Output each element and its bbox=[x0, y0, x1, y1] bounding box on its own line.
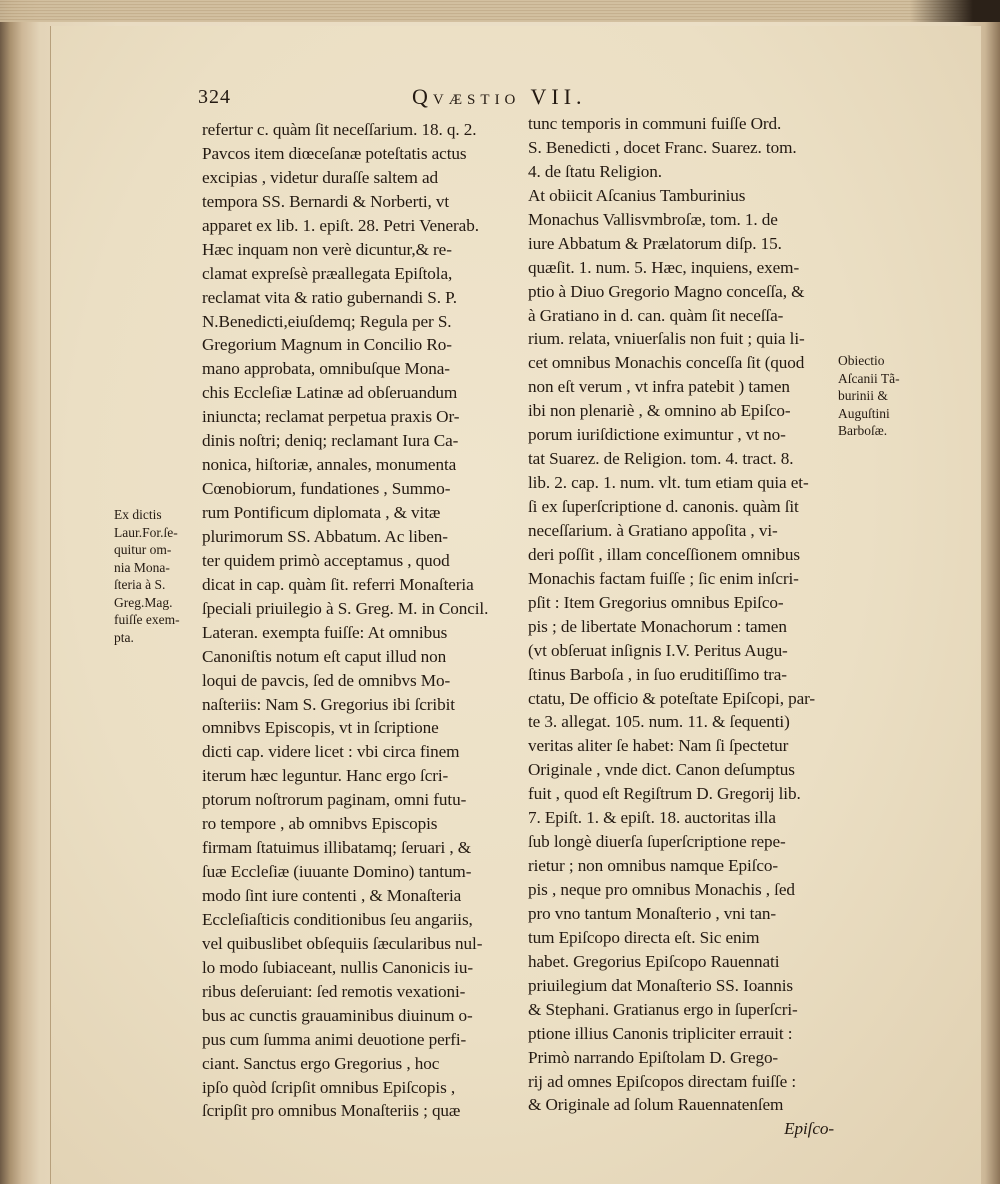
text-line: tum Epiſcopo directa eſt. Sic enim bbox=[528, 927, 760, 947]
text-line: & Stephani. Gratianus ergo in ſuperſcri- bbox=[528, 999, 798, 1019]
text-line: pis , neque pro omnibus Monachis , ſed bbox=[528, 880, 795, 899]
text-line: ſtinus Barboſa , in ſuo eruditiſſimo tra- bbox=[528, 664, 787, 684]
text-line: tat Suarez. de Religion. tom. 4. tract. 8. bbox=[528, 449, 794, 469]
text-line: ribus deſeruiant: ſed remotis vexationi- bbox=[202, 981, 466, 1001]
text-line: iterum hæc leguntur. Hanc ergo ſcri- bbox=[202, 766, 449, 786]
page-edges-top bbox=[0, 0, 1000, 22]
text-line: lib. 2. cap. 1. num. vlt. tum etiam quia et- bbox=[528, 473, 809, 493]
text-line: (vt obſeruat inſignis I.V. Peritus Augu- bbox=[528, 640, 788, 660]
text-line: Lateran. exempta fuiſſe: At omnibus bbox=[202, 622, 448, 642]
text-line: cet omnibus Monachis conceſſa ſit (quod bbox=[528, 353, 805, 373]
margin-note-line: nia Mona- bbox=[114, 559, 170, 575]
text-line: Canoniſtis notum eſt caput illud non bbox=[202, 646, 447, 666]
text-line: modo ſint iure contenti , & Monaſteria bbox=[202, 886, 462, 905]
text-line: apparet ex lib. 1. epiſt. 28. Petri Venerab. bbox=[202, 215, 479, 235]
text-line: mano approbata, omnibuſque Mona- bbox=[202, 359, 450, 379]
text-line: 4. de ſtatu Religion. bbox=[528, 161, 662, 181]
text-line: tempora SS. Bernardi & Norberti, vt bbox=[202, 191, 450, 211]
text-line: ciant. Sanctus ergo Gregorius , hoc bbox=[202, 1053, 440, 1073]
text-line: excipias , videtur duraſſe saltem ad bbox=[202, 167, 438, 187]
text-line: firmam ſtatuimus illibatamq; ſeruari , & bbox=[202, 838, 472, 858]
text-line: loqui de pavcis, ſed de omnibvs Mo- bbox=[202, 670, 451, 690]
margin-note-line: fuiſſe exem- bbox=[114, 612, 180, 627]
text-line: refertur c. quàm ſit neceſſarium. 18. q. 2. bbox=[202, 120, 477, 139]
text-line: pro vno tantum Monaſterio , vni tan- bbox=[528, 903, 776, 923]
text-line: At obiicit Aſcanius Tamburinius bbox=[528, 185, 746, 205]
text-line: habet. Gregorius Epiſcopo Rauennati bbox=[528, 951, 780, 971]
text-line: iniuncta; reclamat perpetua praxis Or- bbox=[202, 407, 460, 427]
text-line: rum Pontificum diplomata , & vitæ bbox=[202, 503, 441, 522]
text-line: te 3. allegat. 105. num. 11. & ſequenti) bbox=[528, 712, 790, 732]
text-line: reclamat vita & ratio gubernandi S. P. bbox=[202, 287, 457, 307]
text-line: fuit , quod eſt Regiſtrum D. Gregorij lib. bbox=[528, 784, 801, 804]
text-line: rium. relata, vniuerſalis non fuit ; quia li- bbox=[528, 329, 805, 349]
text-line: 7. Epiſt. 1. & epiſt. 18. auctoritas illa bbox=[528, 808, 776, 828]
text-line: ptione illius Canonis tripliciter errauit : bbox=[528, 1023, 793, 1043]
text-line: Gregorium Magnum in Concilio Ro- bbox=[202, 335, 452, 355]
catchword: Epiſco- bbox=[784, 1119, 834, 1139]
right-margin-note bbox=[838, 352, 924, 440]
margin-note-line: ſteria à S. bbox=[114, 577, 166, 592]
right-text-column bbox=[528, 112, 846, 1141]
text-line: neceſſarium. à Gratiano appoſita , vi- bbox=[528, 520, 778, 540]
text-line: naſteriis: Nam S. Gregorius ibi ſcribit bbox=[202, 694, 455, 714]
text-line: pis ; de libertate Monachorum : tamen bbox=[528, 616, 787, 636]
text-line: ipſo quòd ſcripſit omnibus Epiſcopis , bbox=[202, 1077, 456, 1097]
text-line: tunc temporis in communi fuiſſe Ord. bbox=[528, 114, 782, 133]
text-line: nonica, hiſtoriæ, annales, monumenta bbox=[202, 455, 457, 475]
book-cover-corner bbox=[910, 0, 1000, 22]
text-line: plurimorum SS. Abbatum. Ac liben- bbox=[202, 526, 448, 546]
margin-note-line: Auguſtini bbox=[838, 405, 890, 421]
text-line: & Originale ad ſolum Rauennatenſem bbox=[528, 1095, 784, 1115]
text-line: Monachis factam fuiſſe ; ſic enim inſcri- bbox=[528, 568, 799, 588]
text-line: ptorum noſtrorum paginam, omni futu- bbox=[202, 790, 467, 810]
text-line: ptio à Diuo Gregorio Magno conceſſa, & bbox=[528, 281, 805, 301]
text-line: ſi ex ſuperſcriptione d. canonis. quàm ſit bbox=[528, 497, 799, 516]
margin-note-line: pta. bbox=[114, 629, 134, 645]
text-line: ctatu, De officio & poteſtate Epiſcopi, par- bbox=[528, 688, 816, 708]
text-line: iure Abbatum & Prælatorum diſp. 15. bbox=[528, 233, 782, 253]
margin-note-line: burinii & bbox=[838, 388, 888, 403]
text-line: dicat in cap. quàm ſit. referri Monaſteria bbox=[202, 574, 474, 594]
text-line: pſit : Item Gregorius omnibus Epiſco- bbox=[528, 592, 784, 612]
text-line: quæſit. 1. num. 5. Hæc, inquiens, exem- bbox=[528, 257, 800, 277]
text-line: Pavcos item diœceſanæ poteſtatis actus bbox=[202, 143, 467, 163]
text-line: porum iuriſdictione eximuntur , vt no- bbox=[528, 425, 786, 445]
text-line: Originale , vnde dict. Canon deſumptus bbox=[528, 760, 795, 780]
text-line: dicti cap. videre licet : vbi circa finem bbox=[202, 742, 460, 762]
text-line: Hæc inquam non verè dicuntur,& re- bbox=[202, 239, 452, 259]
text-line: pus cum ſumma animi deuotione perfi- bbox=[202, 1029, 467, 1049]
text-line: Eccleſiaſticis conditionibus ſeu angariis, bbox=[202, 909, 473, 929]
margin-note-line: Greg.Mag. bbox=[114, 594, 173, 610]
text-line: S. Benedicti , docet Franc. Suarez. tom. bbox=[528, 137, 797, 157]
text-line: à Gratiano in d. can. quàm ſit neceſſa- bbox=[528, 305, 784, 325]
text-line: non eſt verum , vt infra patebit ) tamen bbox=[528, 377, 790, 397]
text-line: ſpeciali priuilegio à S. Greg. M. in Concil. bbox=[202, 598, 489, 618]
text-line: deri poſſit , illam conceſſionem omnibus bbox=[528, 544, 800, 564]
text-line: ſub longè diuerſa ſuperſcriptione repe- bbox=[528, 832, 786, 852]
page-number: 324 bbox=[198, 86, 231, 108]
text-line: Cœnobiorum, fundationes , Summo- bbox=[202, 479, 451, 499]
margin-note-line: Aſcanii Tã- bbox=[838, 370, 900, 386]
text-line: ter quidem primò acceptamus , quod bbox=[202, 550, 450, 570]
text-line: ro tempore , ab omnibvs Episcopis bbox=[202, 814, 438, 834]
text-line: lo modo ſubiaceant, nullis Canonicis iu- bbox=[202, 957, 473, 977]
text-line: ſuæ Eccleſiæ (iuuante Domino) tantum- bbox=[202, 862, 472, 882]
margin-note-line: quitur om- bbox=[114, 542, 172, 557]
text-line: omnibvs Episcopis, vt in ſcriptione bbox=[202, 718, 439, 738]
left-text-column bbox=[202, 118, 520, 1123]
text-line: vel quibuslibet obſequiis ſæcularibus nul- bbox=[202, 933, 483, 953]
running-head: Qvæstio VII. bbox=[412, 84, 587, 109]
text-line: ſcripſit pro omnibus Monaſteriis ; quæ bbox=[202, 1101, 461, 1121]
text-line: clamat expreſsè præallegata Epiſtola, bbox=[202, 263, 453, 283]
text-line: veritas aliter ſe habet: Nam ſi ſpectetur bbox=[528, 736, 789, 756]
margin-note-line: Barboſæ. bbox=[838, 423, 888, 438]
margin-note-line: Ex dictis bbox=[114, 507, 162, 522]
margin-note-line: Obiectio bbox=[838, 353, 885, 368]
margin-note-line: Laur.For.ſe- bbox=[114, 524, 178, 540]
text-line: dinis noſtri; deniq; reclamant Iura Ca- bbox=[202, 431, 459, 451]
text-line: Monachus Vallisvmbroſæ, tom. 1. de bbox=[528, 209, 778, 229]
text-line: priuilegium dat Monaſterio SS. Ioannis bbox=[528, 975, 793, 995]
text-line: N.Benedicti,eiuſdemq; Regula per S. bbox=[202, 311, 452, 331]
text-line: rietur ; non omnibus namque Epiſco- bbox=[528, 856, 778, 876]
text-line: bus ac cunctis grauaminibus diuinum o- bbox=[202, 1005, 473, 1025]
text-line: Primò narrando Epiſtolam D. Grego- bbox=[528, 1047, 779, 1067]
text-line: rij ad omnes Epiſcopos directam fuiſſe : bbox=[528, 1071, 797, 1091]
text-line: chis Eccleſiæ Latinæ ad obſeruandum bbox=[202, 383, 458, 403]
text-line: ibi non plenariè , & omnino ab Epiſco- bbox=[528, 401, 791, 421]
left-margin-note bbox=[114, 506, 206, 646]
